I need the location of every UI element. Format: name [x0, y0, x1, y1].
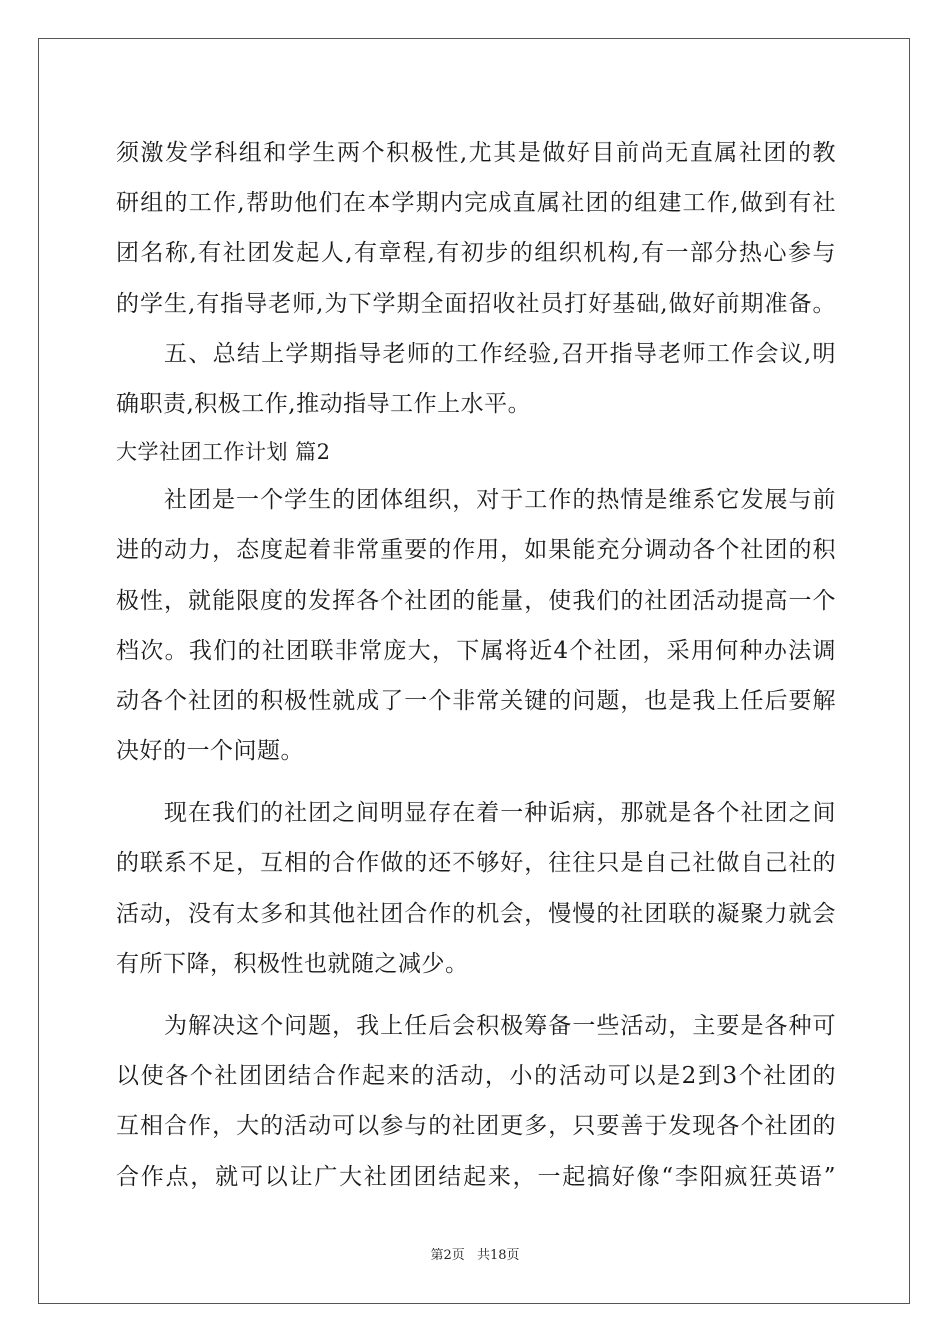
- page-number: 第2页: [430, 1248, 465, 1263]
- text-line: 确职责,积极工作,推动指导工作上水平。: [116, 390, 532, 417]
- text-line: 动各个社团的积极性就成了一个非常关键的问题，也是我上任后要解: [116, 687, 836, 714]
- text-line: 团名称,有社团发起人,有章程,有初步的组织机构,有一部分热心参与: [116, 240, 836, 267]
- section-heading: 大学社团工作计划 篇2: [116, 440, 331, 465]
- text-line: 互相合作，大的活动可以参与的社团更多，只要善于发现各个社团的: [116, 1113, 836, 1140]
- page-total: 共18页: [476, 1248, 520, 1263]
- text-line: 进的动力，态度起着非常重要的作用，如果能充分调动各个社团的积: [116, 537, 836, 564]
- text-line: 档次。我们的社团联非常庞大，下属将近4个社团，采用何种办法调: [116, 637, 836, 664]
- text-line: 合作点，就可以让广大社团团结起来，一起搞好像“李阳疯狂英语”: [116, 1163, 836, 1190]
- text-line: 以使各个社团团结合作起来的活动，小的活动可以是2到3个社团的: [116, 1063, 836, 1090]
- text-line: 研组的工作,帮助他们在本学期内完成直属社团的组建工作,做到有社: [116, 190, 836, 217]
- text-line: 决好的一个问题。: [116, 738, 304, 765]
- paragraph-4: [116, 788, 836, 989]
- paragraph-2: [116, 329, 836, 429]
- text-line: 为解决这个问题，我上任后会积极筹备一些活动，主要是各种可: [164, 1013, 836, 1039]
- text-line: 有所下降，积极性也就随之减少。: [116, 950, 469, 977]
- paragraph-1: [116, 128, 836, 329]
- paragraph-5: [116, 1001, 836, 1202]
- paragraph-3: [116, 475, 836, 776]
- text-line: 现在我们的社团之间明显存在着一种诟病，那就是各个社团之间: [164, 800, 836, 827]
- page-footer: [0, 1244, 950, 1263]
- text-line: 社团是一个学生的团体组织，对于工作的热情是维系它发展与前: [164, 487, 836, 514]
- text-line: 活动，没有太多和其他社团合作的机会，慢慢的社团联的凝聚力就会: [116, 900, 836, 927]
- text-line: 的学生,有指导老师,为下学期全面招收社员打好基础,做好前期准备。: [116, 290, 836, 317]
- text-line: 极性，就能限度的发挥各个社团的能量，使我们的社团活动提高一个: [116, 587, 836, 614]
- text-line: 的联系不足，互相的合作做的还不够好，往往只是自己社做自己社的: [116, 850, 836, 877]
- text-line: 须激发学科组和学生两个积极性,尤其是做好目前尚无直属社团的教: [116, 140, 836, 166]
- text-line: 五、总结上学期指导老师的工作经验,召开指导老师工作会议,明: [164, 340, 836, 367]
- document-body: [116, 128, 836, 1202]
